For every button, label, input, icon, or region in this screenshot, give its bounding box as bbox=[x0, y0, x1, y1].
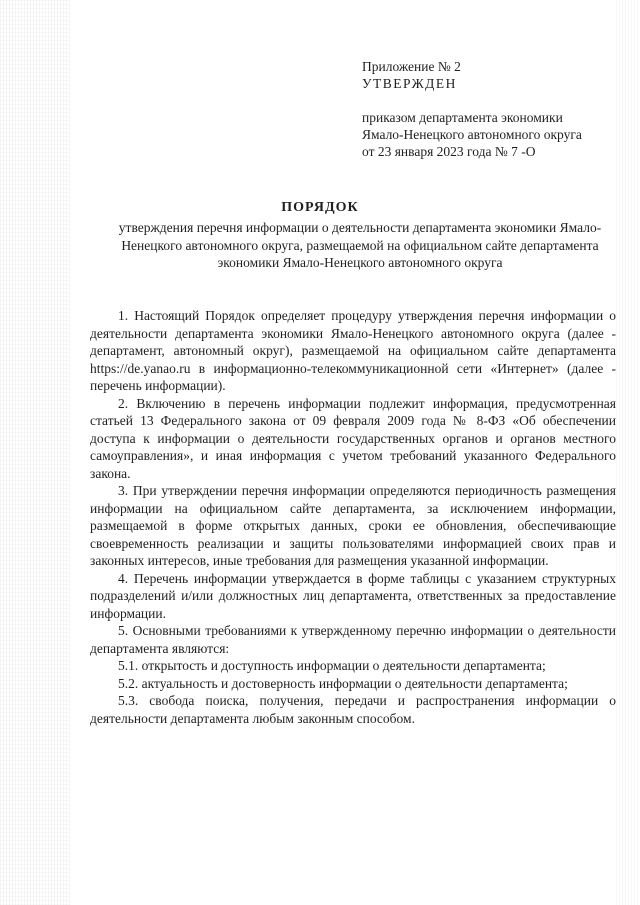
paragraph: 5. Основными требованиями к утвержденному перечню информации о деятельности департамента являются: bbox=[90, 623, 616, 656]
paragraph: 4. Перечень информации утверждается в форме таблицы с указанием структурных подразделений и/или должностных лиц департамента, ответственных за предоставление информации. bbox=[90, 570, 616, 621]
paragraph: 2. Включению в перечень информации подлежит информация, предусмотренная статьей 13 Федерального закона от 09 февраля 2009 года № 8-ФЗ «Об обеспечении доступа к информации о деятельности государственных органов и органов местного самоуправления», и иная информация с учетом требований указанного Федерального закона. bbox=[90, 395, 616, 481]
order-line: приказом департамента экономики bbox=[362, 110, 563, 125]
paragraph: 5.1. открытость и доступность информации о деятельности департамента; bbox=[118, 658, 546, 673]
document-body bbox=[90, 307, 616, 727]
order-line: от 23 января 2023 года № 7 -О bbox=[362, 144, 536, 159]
approval-stamp-block bbox=[362, 58, 622, 160]
paragraph: 5.2. актуальность и достоверность информации о деятельности департамента; bbox=[118, 675, 568, 691]
paragraph: 1. Настоящий Порядок определяет процедуру утверждения перечня информации о деятельности департамента экономики Ямало-Ненецкого автономного округа (далее - департамент, автономный округ), размещаемой на официальном сайте департамента https://de.yanao.ru в информационно-телекоммуникационной сети «Интернет» (далее - перечень информации). bbox=[90, 308, 616, 393]
scan-artifact-left bbox=[0, 0, 70, 905]
document-subtitle: утверждения перечня информации о деятельности департамента экономики Ямало-Ненецкого автономного округа, размещаемой на официальном сайте департамента экономики Ямало-Ненецкого автономного округа bbox=[118, 220, 602, 270]
order-line: Ямало-Ненецкого автономного округа bbox=[362, 127, 582, 142]
approved-label: УТВЕРЖДЕН bbox=[362, 76, 457, 91]
paragraph: 3. При утверждении перечня информации определяются периодичность размещения информации на официальном сайте департамента, за исключением информации, размещаемой в форме открытых данных, сроки ее обновления, обеспечивающие своевременность реализации и защиты пользователями информацией своих прав и законных интересов, иные требования для размещения указанной информации. bbox=[90, 483, 616, 568]
order-reference bbox=[362, 109, 622, 160]
paragraph: 5.3. свобода поиска, получения, передачи и распространения информации о деятельности департамента любым законным способом. bbox=[90, 693, 616, 726]
document-title: ПОРЯДОК bbox=[281, 200, 359, 215]
appendix-label: Приложение № 2 bbox=[362, 59, 461, 74]
